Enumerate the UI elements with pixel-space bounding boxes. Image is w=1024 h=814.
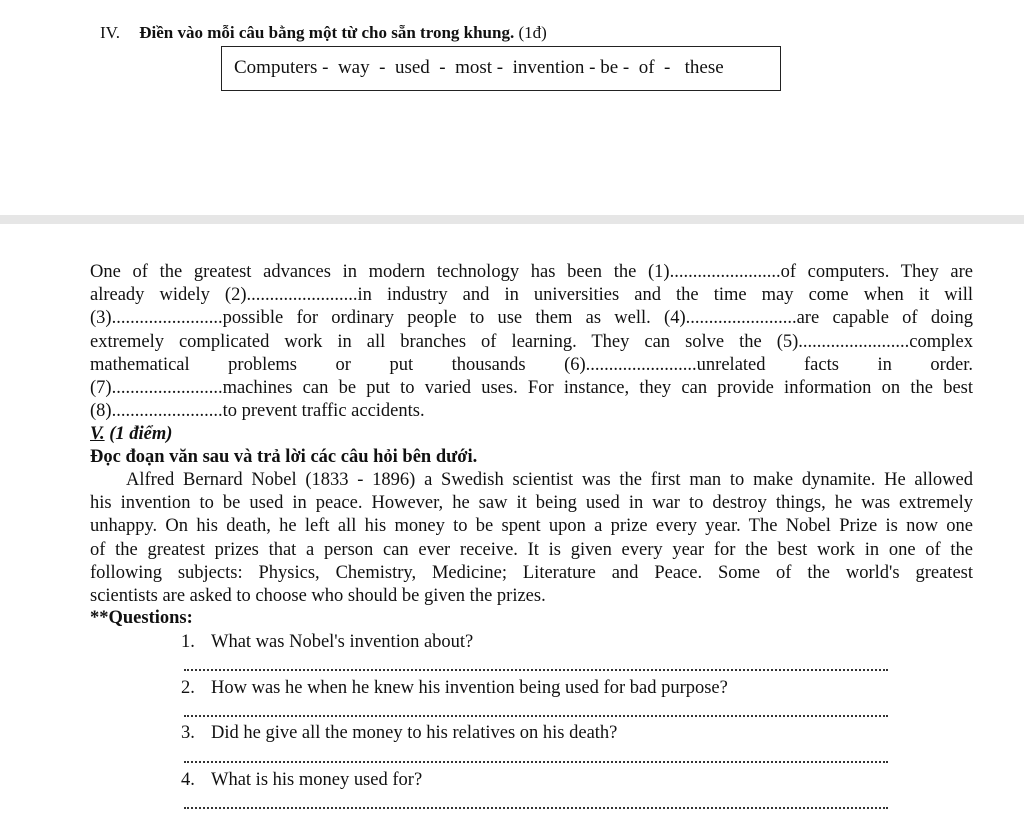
- section-5-number: V.: [90, 424, 105, 444]
- nobel-line: unhappy. On his death, he left all his money to be spent upon a prize every year. The Nobel Prize is now one: [90, 516, 973, 537]
- word-box: Computers - way - used - most - invention - be - of - these: [221, 46, 781, 91]
- nobel-passage: [90, 469, 973, 608]
- question-item: [181, 722, 617, 745]
- passage-line: (8)........................to prevent traffic accidents.: [90, 401, 425, 422]
- answer-line[interactable]: [184, 757, 888, 763]
- question-number: 1.: [181, 632, 195, 652]
- nobel-line: his invention to be used in peace. However, he saw it being used in war to destroy things, he was extremely: [90, 493, 973, 514]
- nobel-line: following subjects: Physics, Chemistry, Medicine; Literature and Peace. Some of the world's greatest: [90, 562, 973, 583]
- section-5-heading: [90, 423, 172, 446]
- question-number: 3.: [181, 723, 195, 743]
- answer-line[interactable]: [184, 711, 888, 717]
- answer-line[interactable]: [184, 803, 888, 809]
- passage-line: extremely complicated work in all branches of learning. They can solve the (5)........................complex: [90, 331, 973, 352]
- question-item: [181, 769, 422, 792]
- passage-line: already widely (2)........................in industry and in universities and the time may come when it will: [90, 285, 973, 306]
- passage-line: mathematical problems or put thousands (6)........................unrelated facts in order.: [90, 354, 973, 375]
- nobel-line: scientists are asked to choose who should be given the prizes.: [90, 586, 546, 607]
- passage-line: (3)........................possible for ordinary people to use them as well. (4)........................are capable of doing: [90, 308, 973, 329]
- question-text: Did he give all the money to his relatives on his death?: [211, 723, 618, 743]
- divider-band: [0, 215, 1024, 224]
- nobel-line: of the greatest prizes that a person can ever receive. It is given every year for the best work in one of the: [90, 539, 973, 560]
- question-text: What was Nobel's invention about?: [211, 632, 474, 652]
- cloze-passage: [90, 261, 973, 423]
- answer-line[interactable]: [184, 665, 888, 671]
- section-4-points: (1đ): [518, 23, 547, 42]
- nobel-line: Alfred Bernard Nobel (1833 - 1896) a Swedish scientist was the first man to make dynamite. He allowed: [126, 470, 973, 490]
- question-item: [181, 631, 473, 654]
- section-4-instruction: Điền vào mỗi câu bằng một từ cho sẵn trong khung.: [139, 23, 515, 42]
- passage-line: (7)........................machines can be put to varied uses. For instance, they can provide information on the best: [90, 378, 973, 399]
- question-number: 2.: [181, 678, 195, 698]
- questions-title: **Questions:: [90, 608, 193, 628]
- section-5-points: (1 điểm): [109, 424, 173, 444]
- question-text: How was he when he knew his invention being used for bad purpose?: [211, 678, 728, 698]
- question-text: What is his money used for?: [211, 770, 423, 790]
- section-4-heading: [100, 22, 547, 44]
- passage-line: One of the greatest advances in modern technology has been the (1)........................of computers. They are: [90, 262, 973, 282]
- question-number: 4.: [181, 770, 195, 790]
- question-item: [181, 677, 728, 700]
- section-5-instruction: Đọc đoạn văn sau và trả lời các câu hỏi bên dưới.: [90, 447, 478, 467]
- section-4-number: IV.: [100, 23, 120, 42]
